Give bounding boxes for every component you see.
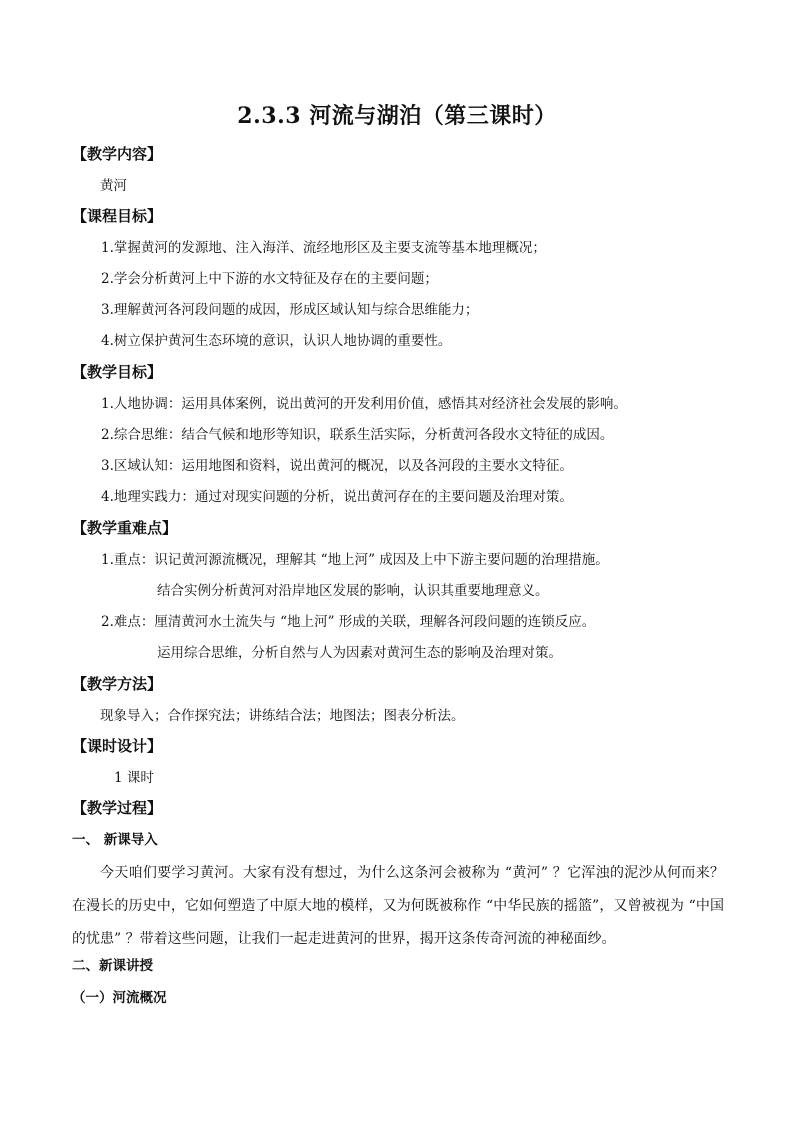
content-text: 黄河 xyxy=(100,178,127,194)
teaching-goal-item: 1.人地协调：运用具体案例，说出黄河的开发利用价值，感悟其对经济社会发展的影响。 xyxy=(101,396,627,412)
teaching-goal-item: 4.地理实践力：通过对现实问题的分析，说出黄河存在的主要问题及治理对策。 xyxy=(101,489,573,505)
course-goal-item: 4.树立保护黄河生态环境的意识，认识人地协调的重要性。 xyxy=(101,333,452,349)
methods-text: 现象导入；合作探究法；讲练结合法；地图法；图表分析法。 xyxy=(100,708,465,724)
section-heading-process: 【教学过程】 xyxy=(72,799,163,817)
intro-paragraph: 今天咱们要学习黄河。大家有没有想过，为什么这条河会被称为 “黄河” ？它浑浊的泥沙从何而来？在漫长的历史中，它如何塑造了中原大地的模样，又为何既被称作 “中华民族的摇篮”，又曾被视为 “中国的忧患” ？带着这些问题，让我们一起走进黄河的世界，揭开这条传奇河流的神秘面纱。 xyxy=(72,865,724,947)
teaching-goal-item: 3.区域认知：运用地图和资料，说出黄河的概况，以及各河段的主要水文特征。 xyxy=(101,458,573,474)
document-title: 2.3.3 河流与湖泊（第三课时） xyxy=(237,103,557,129)
section-heading-content: 【教学内容】 xyxy=(72,145,163,163)
section-heading-key-points: 【教学重难点】 xyxy=(72,519,178,537)
teaching-goal-item: 2.综合思维：结合气候和地形等知识，联系生活实际，分析黄河各段水文特征的成因。 xyxy=(101,427,614,443)
hours-text: 1 课时 xyxy=(114,770,154,786)
key-point-item: 2.难点：厘清黄河水土流失与 “地上河” 形成的关联，理解各河段问题的连锁反应。 xyxy=(101,614,596,630)
section-heading-course-goals: 【课程目标】 xyxy=(72,207,163,225)
course-goal-item: 1.掌握黄河的发源地、注入海洋、流经地形区及主要支流等基本地理概况； xyxy=(101,240,546,256)
course-goal-item: 2.学会分析黄河上中下游的水文特征及存在的主要问题； xyxy=(101,271,438,287)
section-heading-hours: 【课时设计】 xyxy=(72,737,163,755)
subsection1-title: （一）河流概况 xyxy=(72,990,167,1006)
course-goal-item: 3.理解黄河各河段问题的成因，形成区域认知与综合思维能力； xyxy=(101,302,479,318)
key-point-item: 结合实例分析黄河对沿岸地区发展的影响，认识其重要地理意义。 xyxy=(157,583,549,599)
section2-title: 二、新课讲授 xyxy=(72,958,153,974)
section1-title: 一、 新课导入 xyxy=(72,832,158,848)
key-point-item: 1.重点：识记黄河源流概况，理解其 “地上河” 成因及上中下游主要问题的治理措施。 xyxy=(101,552,609,568)
section-heading-teaching-goals: 【教学目标】 xyxy=(72,363,163,381)
section-heading-methods: 【教学方法】 xyxy=(72,675,163,693)
key-point-item: 运用综合思维，分析自然与人为因素对黄河生态的影响及治理对策。 xyxy=(157,645,562,661)
